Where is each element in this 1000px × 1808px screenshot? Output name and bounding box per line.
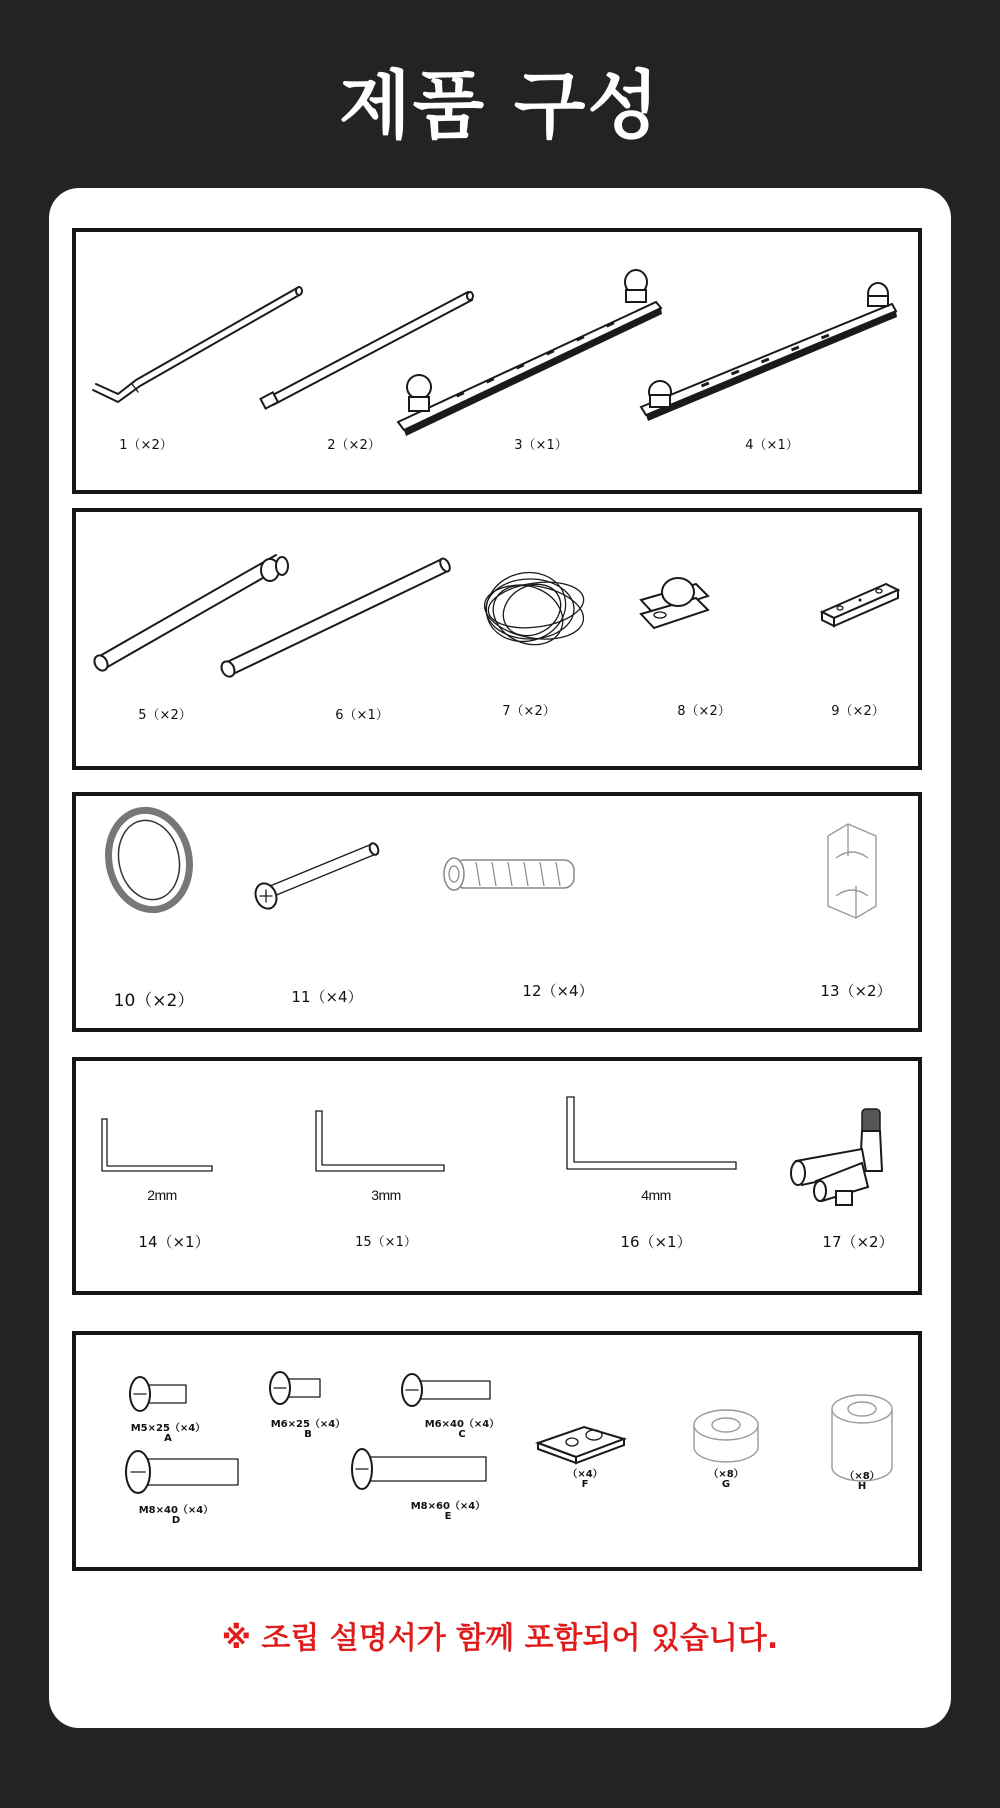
size-label: 4mm (641, 1187, 671, 1203)
oval-ring-icon (99, 803, 198, 917)
slotted-bar-clamp-right-icon (641, 283, 897, 421)
pipe-clip-icon (641, 578, 708, 628)
part-label: 14（×1） (138, 1233, 210, 1251)
hook-bracket-icon (828, 824, 876, 918)
parts-panel-3 (72, 792, 922, 1032)
hardware-letter: B (304, 1429, 312, 1440)
part-label: 12（×4） (522, 982, 594, 1000)
hex-key-4mm-icon (567, 1097, 736, 1169)
hardware-spec: M8×40（×4） (138, 1505, 214, 1516)
round-spacer-icon (694, 1410, 758, 1462)
tube-with-clamp-icon (92, 555, 288, 673)
long-screw-icon (252, 842, 380, 912)
straight-rod-icon (260, 292, 473, 409)
part-label: 9（×2） (831, 704, 885, 719)
hex-key-3mm-icon (316, 1111, 444, 1171)
wall-anchor-icon (444, 858, 574, 890)
hardware-letter: E (444, 1511, 452, 1522)
plate-washer-icon (538, 1427, 624, 1463)
bent-rod-icon (93, 287, 302, 402)
bolt-m8x40-icon (126, 1451, 238, 1493)
part-label: 2（×2） (327, 438, 381, 453)
part-label: 6（×1） (335, 708, 389, 723)
hardware-letter: F (581, 1479, 589, 1490)
panel-4-drawings (76, 1061, 918, 1291)
t-connector-icon (791, 1109, 882, 1205)
parts-panel-1 (72, 228, 922, 494)
parts-panel-4 (72, 1057, 922, 1295)
bolt-m6x40-icon (402, 1374, 490, 1406)
parts-panel-5 (72, 1331, 922, 1571)
size-label: 3mm (371, 1187, 401, 1203)
panel-5-drawings (76, 1335, 918, 1567)
hardware-letter: A (164, 1433, 172, 1444)
part-label: 16（×1） (620, 1233, 692, 1251)
parts-panel-2 (72, 508, 922, 770)
parts-card (49, 188, 951, 1728)
part-label: 4（×1） (745, 438, 799, 453)
hardware-letter: H (857, 1481, 867, 1492)
tube-icon (219, 557, 452, 679)
hardware-letter: G (721, 1479, 731, 1490)
part-label: 11（×4） (291, 988, 363, 1006)
part-label: 13（×2） (820, 982, 892, 1000)
hardware-spec: （×4） (567, 1469, 603, 1480)
hardware-letter: D (171, 1515, 181, 1526)
hex-key-2mm-icon (102, 1119, 212, 1171)
hardware-spec: （×8） (844, 1471, 880, 1482)
size-label: 2mm (147, 1187, 177, 1203)
hardware-letter: C (458, 1429, 466, 1440)
hardware-spec: M5×25（×4） (130, 1423, 206, 1434)
page-title: 제품 구성 (339, 63, 661, 149)
part-label: 7（×2） (502, 704, 556, 719)
panel-3-drawings (76, 796, 918, 1028)
manual-notice: ※ 조립 설명서가 함께 포함되어 있습니다. (221, 1621, 779, 1656)
bolt-m6x25-icon (270, 1372, 320, 1404)
bolt-m8x60-icon (352, 1449, 486, 1489)
part-label: 8（×2） (677, 704, 731, 719)
mounting-plate-icon (822, 584, 898, 626)
part-label: 1（×2） (119, 438, 173, 453)
part-label: 3（×1） (514, 438, 568, 453)
hardware-spec: M6×40（×4） (424, 1419, 500, 1430)
cable-ties-icon (479, 564, 588, 656)
panel-2-drawings (76, 512, 918, 766)
part-label: 10（×2） (113, 991, 195, 1011)
bolt-m5x25-icon (130, 1377, 186, 1411)
part-label: 5（×2） (138, 708, 192, 723)
hardware-spec: （×8） (708, 1469, 744, 1480)
hardware-spec: M6×25（×4） (270, 1419, 346, 1430)
part-label: 17（×2） (822, 1233, 894, 1251)
hardware-spec: M8×60（×4） (410, 1501, 486, 1512)
slotted-bar-clamp-left-icon (398, 270, 662, 436)
part-label: 15（×1） (355, 1235, 417, 1250)
